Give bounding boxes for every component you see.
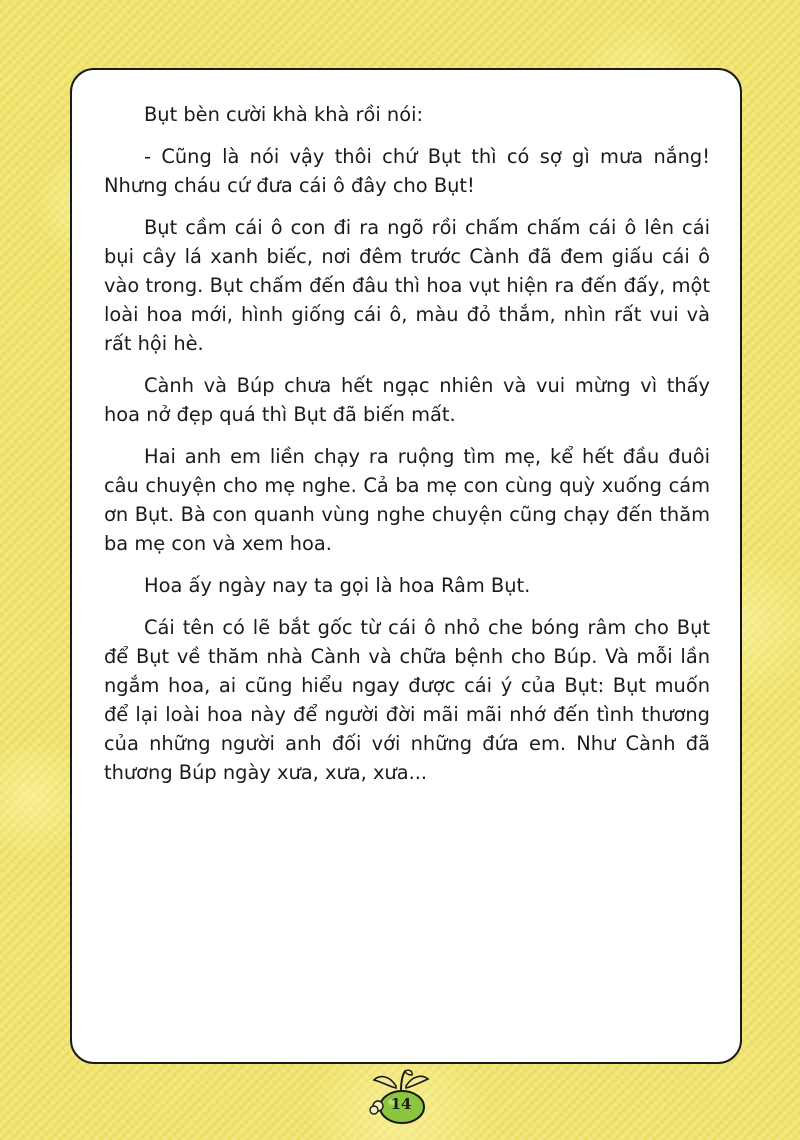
page-number: 14 [390, 1095, 412, 1113]
paragraph: Bụt cầm cái ô con đi ra ngõ rồi chấm chấm cái ô lên cái bụi cây lá xanh biếc, nơi đêm trước Cành đã đem giấu cái ô vào trong. Bụt chấm đến đâu thì hoa vụt hiện ra đến đấy, một loài hoa mới, hình giống cái ô, màu đỏ thắm, nhìn rất vui và rất hội hè. [104, 216, 710, 355]
paragraph: Bụt bèn cười khà khà rồi nói: [144, 103, 424, 126]
paragraph: - Cũng là nói vậy thôi chứ Bụt thì có sợ gì mưa nắng! Nhưng cháu cứ đưa cái ô đây cho Bụt! [104, 145, 710, 197]
paragraph: Hoa ấy ngày nay ta gọi là hoa Râm Bụt. [144, 574, 531, 597]
paragraph: Hai anh em liền chạy ra ruộng tìm mẹ, kể hết đầu đuôi câu chuyện cho mẹ nghe. Cả ba mẹ con cùng quỳ xuống cám ơn Bụt. Bà con quanh vùng nghe chuyện cũng chạy đến thăm ba mẹ con và xem hoa. [104, 445, 710, 555]
page-number-badge [366, 1066, 440, 1126]
paragraph: Cành và Búp chưa hết ngạc nhiên và vui mừng vì thấy hoa nở đẹp quá thì Bụt đã biến mất. [104, 374, 710, 426]
paragraph: Cái tên có lẽ bắt gốc từ cái ô nhỏ che bóng râm cho Bụt để Bụt về thăm nhà Cành và chữa bệnh cho Búp. Và mỗi lần ngắm hoa, ai cũng hiểu ngay được cái ý của Bụt: Bụt muốn để lại loài hoa này để người đời mãi mãi nhớ đến tình thương của những người anh đối với những đứa em. Như Cành đã thương Búp ngày xưa, xưa, xưa... [104, 616, 710, 784]
story-body [104, 100, 710, 800]
text-panel [70, 68, 742, 1064]
